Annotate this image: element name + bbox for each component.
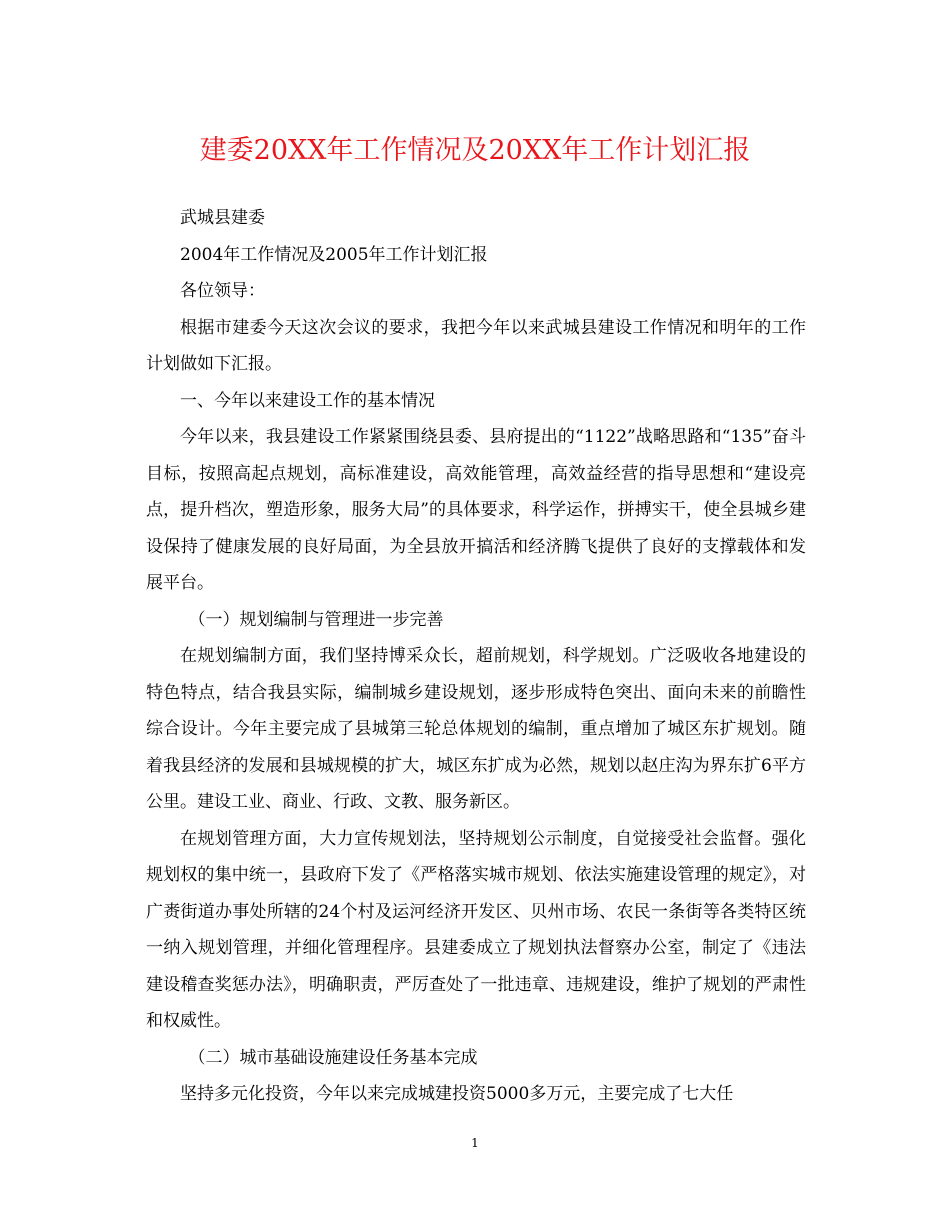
subsection-heading-1: （一）规划编制与管理进一步完善 bbox=[188, 609, 444, 630]
section-heading-1: 一、今年以来建设工作的基本情况 bbox=[180, 390, 435, 411]
document-title: 建委20XX年工作情况及20XX年工作计划汇报 bbox=[199, 135, 751, 166]
paragraph-planning-management: 在规划管理方面，大力宣传规划法，坚持规划公示制度，自觉接受社会监督。强化规划权的集中统一，县政府下发了《严格落实城市规划、依法实施建设管理的规定》，对广赉街道办事处所辖的24个村及运河经济开发区、贝州市场、农民一条街等各类特区统一纳入规划管理，并细化管理程序。县建委成立了规划执法督察办公室，制定了《违法建设稽查奖惩办法》，明确职责，严厉查处了一批违章、违规建设，维护了规划的严肃性和权威性。 bbox=[146, 828, 806, 1031]
paragraph-author: 武城县建委 bbox=[180, 208, 265, 228]
page-number: 1 bbox=[471, 1136, 479, 1150]
paragraph-intro: 根据市建委今天这次会议的要求，我把今年以来武城县建设工作情况和明年的工作计划做如下汇报。 bbox=[146, 317, 806, 374]
subsection-heading-2: （二）城市基础设施建设任务基本完成 bbox=[188, 1047, 478, 1068]
paragraph-planning-compilation: 在规划编制方面，我们坚持博采众长，超前规划，科学规划。广泛吸收各地建设的特色特点，结合我县实际，编制城乡建设规划，逐步形成特色突出、面向未来的前瞻性综合设计。今年主要完成了县城第三轮总体规划的编制，重点增加了城区东扩规划。随着我县经济的发展和县城规模的扩大，城区东扩成为必然，规划以赵庄沟为界东扩6平方公里。建设工业、商业、行政、文教、服务新区。 bbox=[146, 646, 806, 812]
paragraph-salutation: 各位领导： bbox=[180, 281, 265, 301]
paragraph-subtitle: 2004年工作情况及2005年工作计划汇报 bbox=[180, 244, 488, 265]
document-body bbox=[146, 200, 806, 1113]
paragraph-infrastructure: 坚持多元化投资，今年以来完成城建投资5000多万元，主要完成了七大任 bbox=[180, 1084, 734, 1104]
paragraph-overview: 今年以来，我县建设工作紧紧围绕县委、县府提出的“1122”战略思路和“135”奋斗目标，按照高起点规划，高标准建设，高效能管理，高效益经营的指导思想和“建设亮点，提升档次，塑造形象，服务大局”的具体要求，科学运作，拼搏实干，使全县城乡建设保持了健康发展的良好局面，为全县放开搞活和经济腾飞提供了良好的支撑载体和发展平台。 bbox=[146, 427, 806, 593]
